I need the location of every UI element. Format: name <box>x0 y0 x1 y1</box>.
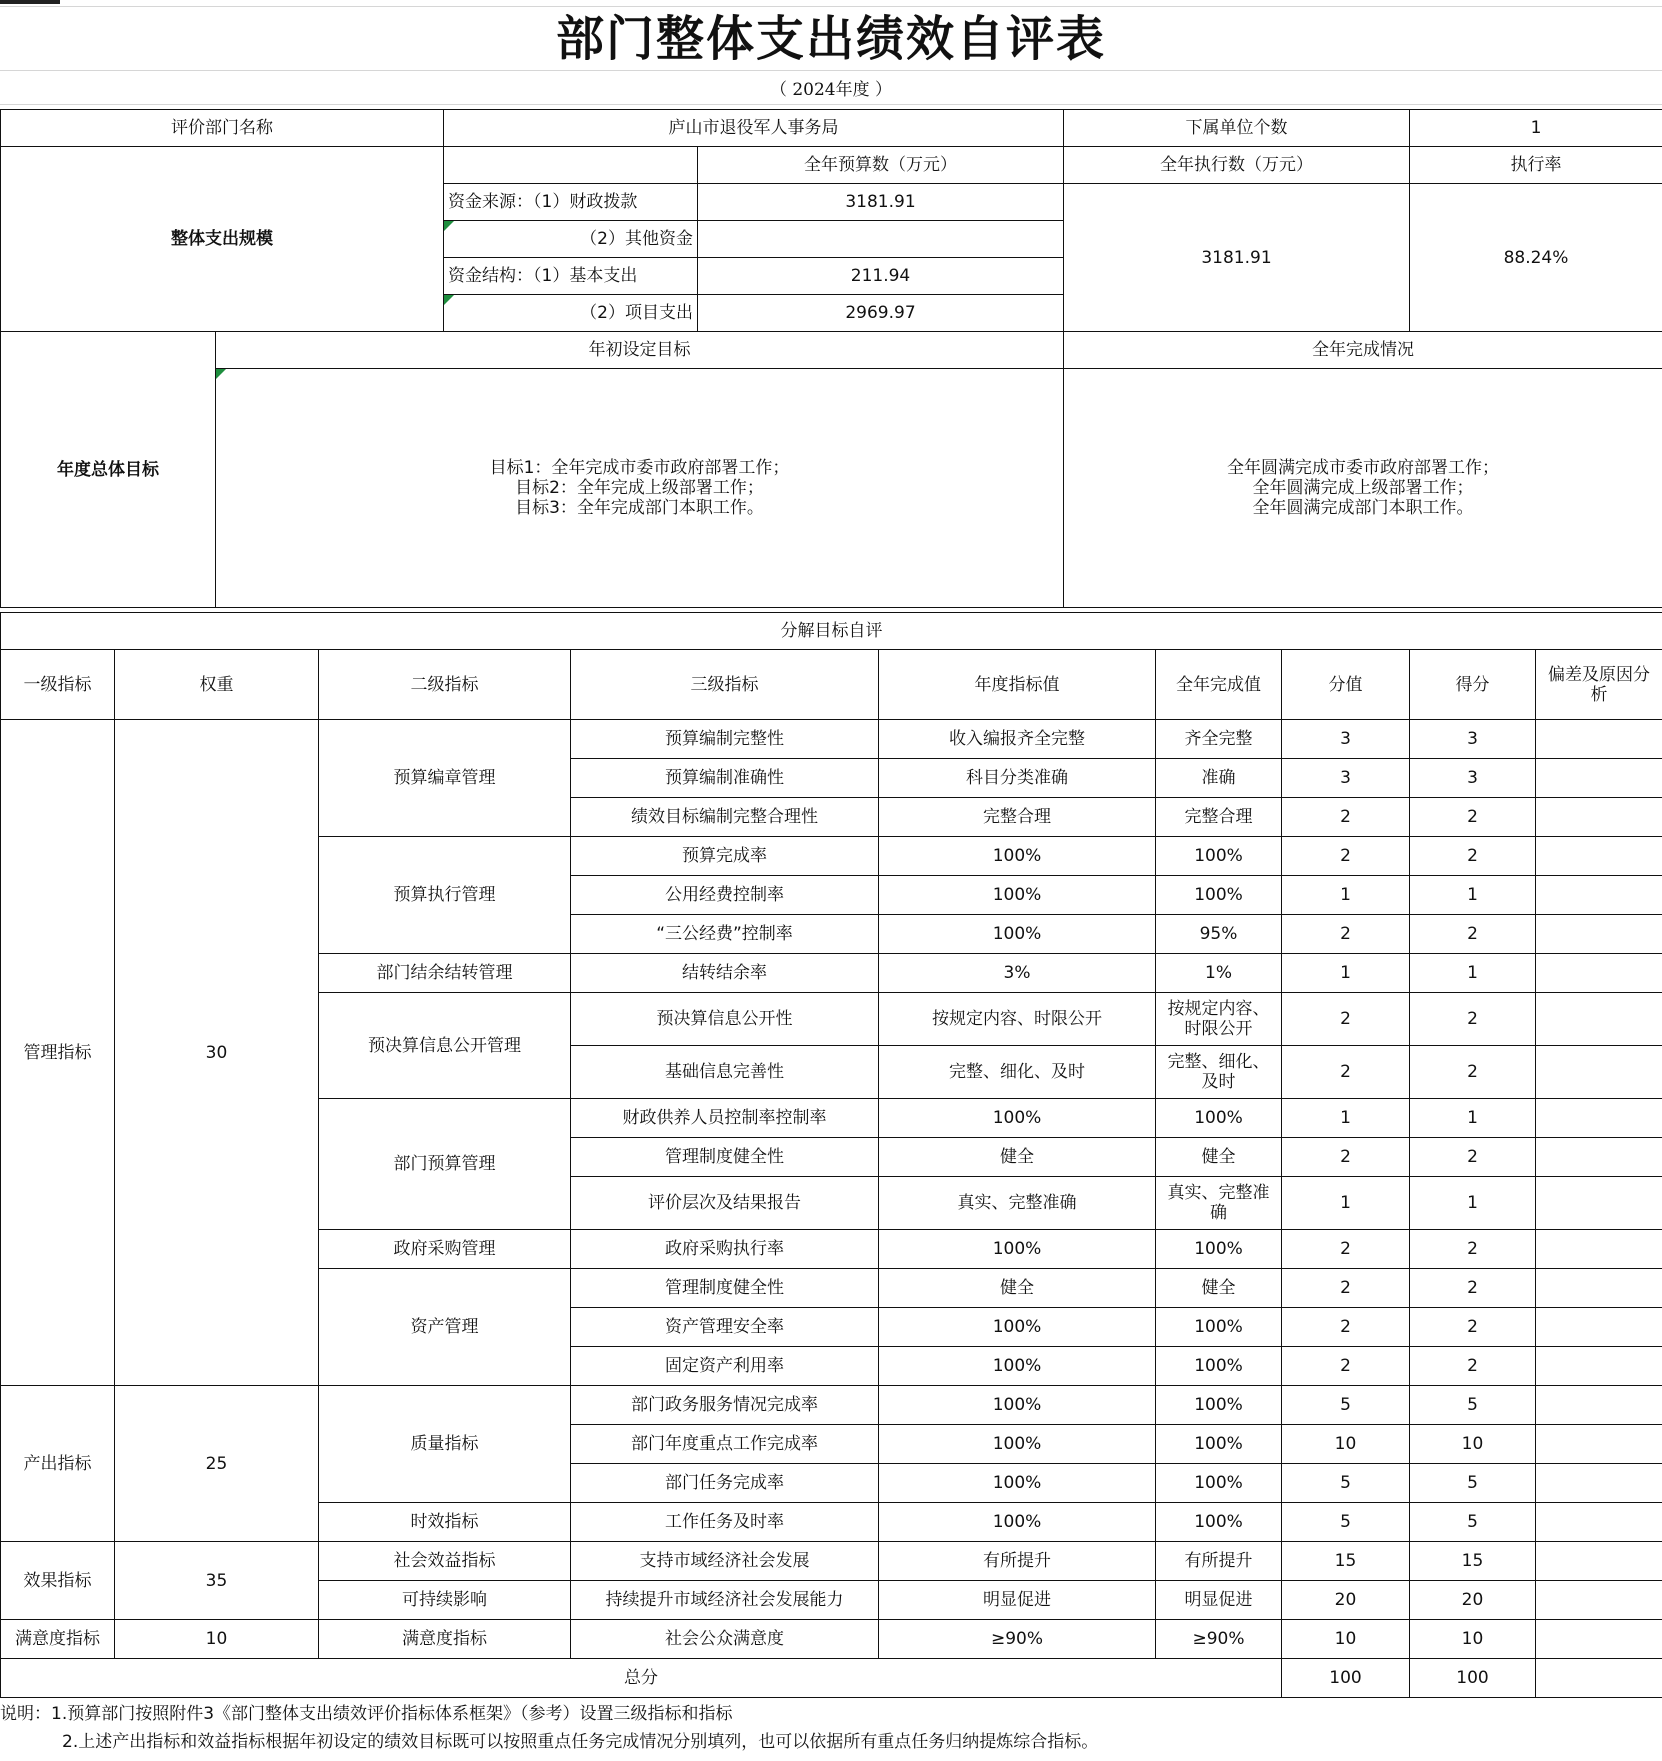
indicator-l3: 持续提升市域经济社会发展能力 <box>571 1581 879 1620</box>
indicator-actual[interactable]: 100% <box>1156 1230 1282 1269</box>
indicator-score[interactable]: 2 <box>1410 993 1536 1046</box>
header-points: 分值 <box>1282 650 1410 720</box>
group-name: 满意度指标 <box>1 1620 115 1659</box>
indicator-deviation[interactable] <box>1536 876 1662 915</box>
indicator-points[interactable]: 2 <box>1282 1138 1410 1177</box>
indicator-l3: 管理制度健全性 <box>571 1269 879 1308</box>
indicator-target[interactable]: 完整、细化、及时 <box>879 1046 1156 1099</box>
indicator-score[interactable]: 5 <box>1410 1503 1536 1542</box>
indicator-deviation[interactable] <box>1536 759 1662 798</box>
indicator-l3: 公用经费控制率 <box>571 876 879 915</box>
indicator-score[interactable]: 1 <box>1410 1099 1536 1138</box>
indicator-target[interactable]: 明显促进 <box>879 1581 1156 1620</box>
total-score[interactable]: 100 <box>1410 1659 1536 1698</box>
group-name: 管理指标 <box>1 720 115 1386</box>
indicator-l3: 管理制度健全性 <box>571 1138 879 1177</box>
indicator-score[interactable]: 5 <box>1410 1386 1536 1425</box>
indicator-score[interactable]: 2 <box>1410 837 1536 876</box>
sheet-gridline <box>0 70 1662 71</box>
struct-value[interactable]: 211.94 <box>698 258 1064 295</box>
dept-label: 评价部门名称 <box>1 110 444 147</box>
indicator-score[interactable]: 2 <box>1410 1308 1536 1347</box>
indicator-points[interactable]: 2 <box>1282 837 1410 876</box>
indicator-actual[interactable]: 100% <box>1156 1503 1282 1542</box>
indicator-target[interactable]: 100% <box>879 837 1156 876</box>
subgroup-name: 可持续影响 <box>319 1581 571 1620</box>
indicator-deviation[interactable] <box>1536 1046 1662 1099</box>
indicator-score[interactable]: 15 <box>1410 1542 1536 1581</box>
rate-value[interactable]: 88.24% <box>1410 184 1662 332</box>
indicator-score[interactable]: 2 <box>1410 1046 1536 1099</box>
set-goal-label: 年初设定目标 <box>216 332 1064 369</box>
indicator-score[interactable]: 2 <box>1410 1138 1536 1177</box>
indicator-points[interactable]: 1 <box>1282 954 1410 993</box>
cell-comment-marker <box>444 295 454 305</box>
indicator-l3: 预算编制完整性 <box>571 720 879 759</box>
page-title: 部门整体支出绩效自评表 <box>555 11 1106 67</box>
blank-cell <box>444 147 698 184</box>
indicator-points[interactable]: 15 <box>1282 1542 1410 1581</box>
indicator-target[interactable]: 收入编报齐全完整 <box>879 720 1156 759</box>
sheet-gridline <box>0 104 1662 105</box>
indicator-target[interactable]: 完整合理 <box>879 798 1156 837</box>
group-name: 效果指标 <box>1 1542 115 1620</box>
subgroup-name: 资产管理 <box>319 1269 571 1386</box>
indicator-points[interactable]: 2 <box>1282 1269 1410 1308</box>
src-value[interactable]: 3181.91 <box>698 184 1064 221</box>
indicator-actual[interactable]: 准确 <box>1156 759 1282 798</box>
indicator-l3: 绩效目标编制完整合理性 <box>571 798 879 837</box>
indicator-target[interactable]: 100% <box>879 1503 1156 1542</box>
indicator-points[interactable]: 2 <box>1282 915 1410 954</box>
header-score: 得分 <box>1410 650 1536 720</box>
note-line-2: 2.上述产出指标和效益指标根据年初设定的绩效目标既可以按照重点任务完成情况分别填列，也可以依据所有重点任务归纳提炼综合指标。 <box>62 1732 1099 1752</box>
indicator-target[interactable]: 100% <box>879 1347 1156 1386</box>
indicator-points[interactable]: 2 <box>1282 993 1410 1046</box>
indicator-target[interactable]: ≥90% <box>879 1620 1156 1659</box>
indicator-deviation[interactable] <box>1536 1620 1662 1659</box>
total-label: 总分 <box>1 1659 1282 1698</box>
indicator-actual[interactable]: 完整、细化、及时 <box>1156 1046 1282 1099</box>
indicator-actual[interactable]: 95% <box>1156 915 1282 954</box>
indicator-actual[interactable]: 齐全完整 <box>1156 720 1282 759</box>
group-weight: 10 <box>115 1620 319 1659</box>
indicator-score[interactable]: 2 <box>1410 915 1536 954</box>
subgroup-name: 预算编章管理 <box>319 720 571 837</box>
indicator-score[interactable]: 1 <box>1410 954 1536 993</box>
indicator-target[interactable]: 按规定内容、时限公开 <box>879 993 1156 1046</box>
indicator-deviation[interactable] <box>1536 1464 1662 1503</box>
other-label: （2）其他资金 <box>444 221 698 258</box>
indicator-points[interactable]: 2 <box>1282 1230 1410 1269</box>
indicator-score[interactable]: 20 <box>1410 1581 1536 1620</box>
header-l2: 二级指标 <box>319 650 571 720</box>
indicator-l3: 支持市域经济社会发展 <box>571 1542 879 1581</box>
subgroup-name: 社会效益指标 <box>319 1542 571 1581</box>
indicator-target[interactable]: 100% <box>879 1308 1156 1347</box>
src-label: 资金来源：（1）财政拨款 <box>444 184 698 221</box>
indicator-l3: 资产管理安全率 <box>571 1308 879 1347</box>
indicator-points[interactable]: 2 <box>1282 1308 1410 1347</box>
header-deviation: 偏差及原因分析 <box>1536 650 1662 720</box>
header-weight: 权重 <box>115 650 319 720</box>
indicator-deviation[interactable] <box>1536 1269 1662 1308</box>
indicator-target[interactable]: 100% <box>879 1230 1156 1269</box>
indicator-l3: 结转结余率 <box>571 954 879 993</box>
scale-label: 整体支出规模 <box>1 147 444 332</box>
note-line-1: 说明：1.预算部门按照附件3《部门整体支出绩效评价指标体系框架》（参考）设置三级指标和指标 <box>0 1704 733 1724</box>
indicator-l3: 工作任务及时率 <box>571 1503 879 1542</box>
total-deviation[interactable] <box>1536 1659 1662 1698</box>
dept-name[interactable]: 庐山市退役军人事务局 <box>444 110 1064 147</box>
indicator-score[interactable]: 5 <box>1410 1464 1536 1503</box>
budget-label: 全年预算数（万元） <box>698 147 1064 184</box>
indicator-target[interactable]: 健全 <box>879 1138 1156 1177</box>
cell-comment-marker <box>444 221 454 231</box>
group-weight: 35 <box>115 1542 319 1620</box>
indicator-deviation[interactable] <box>1536 993 1662 1046</box>
indicator-l3: 财政供养人员控制率控制率 <box>571 1099 879 1138</box>
indicator-target[interactable]: 100% <box>879 1386 1156 1425</box>
header-target: 年度指标值 <box>879 650 1156 720</box>
indicator-actual[interactable]: 100% <box>1156 1308 1282 1347</box>
indicator-deviation[interactable] <box>1536 720 1662 759</box>
indicator-points[interactable]: 20 <box>1282 1581 1410 1620</box>
subgroup-name: 部门结余结转管理 <box>319 954 571 993</box>
indicator-target[interactable]: 100% <box>879 876 1156 915</box>
set-goal-text[interactable]: 目标1：全年完成市委市政府部署工作； 目标2：全年完成上级部署工作； 目标3：全年完成部门本职工作。 <box>216 369 1064 608</box>
indicator-target[interactable]: 100% <box>879 915 1156 954</box>
indicator-target[interactable]: 100% <box>879 1099 1156 1138</box>
indicator-l3: 基础信息完善性 <box>571 1046 879 1099</box>
subgroup-name: 质量指标 <box>319 1386 571 1503</box>
indicator-points[interactable]: 3 <box>1282 720 1410 759</box>
indicator-actual[interactable]: 100% <box>1156 1099 1282 1138</box>
year-label: （ 2024年度 ） <box>769 80 893 100</box>
indicator-score[interactable]: 1 <box>1410 1177 1536 1230</box>
goals-label: 年度总体目标 <box>1 332 216 608</box>
indicator-l3: 预算编制准确性 <box>571 759 879 798</box>
indicator-l3: 部门年度重点工作完成率 <box>571 1425 879 1464</box>
indicator-actual[interactable]: 健全 <box>1156 1138 1282 1177</box>
indicator-deviation[interactable] <box>1536 1099 1662 1138</box>
done-goal-label: 全年完成情况 <box>1064 332 1662 369</box>
indicator-actual[interactable]: 健全 <box>1156 1269 1282 1308</box>
indicator-l3: 部门任务完成率 <box>571 1464 879 1503</box>
sheet-gridline <box>0 6 1662 7</box>
notes <box>0 1700 1662 1756</box>
indicator-deviation[interactable] <box>1536 798 1662 837</box>
indicator-deviation[interactable] <box>1536 1230 1662 1269</box>
indicator-score[interactable]: 1 <box>1410 876 1536 915</box>
indicator-actual[interactable]: 有所提升 <box>1156 1542 1282 1581</box>
indicator-score[interactable]: 2 <box>1410 1347 1536 1386</box>
indicator-score[interactable]: 10 <box>1410 1620 1536 1659</box>
indicator-points[interactable]: 5 <box>1282 1503 1410 1542</box>
indicator-target[interactable]: 科目分类准确 <box>879 759 1156 798</box>
indicator-points[interactable]: 3 <box>1282 759 1410 798</box>
corner-mark <box>0 0 60 4</box>
exec-value[interactable]: 3181.91 <box>1064 184 1410 332</box>
subgroup-name: 时效指标 <box>319 1503 571 1542</box>
indicator-deviation[interactable] <box>1536 954 1662 993</box>
indicator-points[interactable]: 2 <box>1282 1046 1410 1099</box>
indicator-actual[interactable]: 完整合理 <box>1156 798 1282 837</box>
indicator-deviation[interactable] <box>1536 1347 1662 1386</box>
header-actual: 全年完成值 <box>1156 650 1282 720</box>
rate-label: 执行率 <box>1410 147 1662 184</box>
total-points[interactable]: 100 <box>1282 1659 1410 1698</box>
subgroup-name: 预算执行管理 <box>319 837 571 954</box>
indicator-score[interactable]: 2 <box>1410 1269 1536 1308</box>
indicator-score[interactable]: 3 <box>1410 759 1536 798</box>
indicator-l3: 社会公众满意度 <box>571 1620 879 1659</box>
indicator-target[interactable]: 健全 <box>879 1269 1156 1308</box>
indicator-score[interactable]: 10 <box>1410 1425 1536 1464</box>
indicator-score[interactable]: 3 <box>1410 720 1536 759</box>
header-l1: 一级指标 <box>1 650 115 720</box>
indicator-points[interactable]: 10 <box>1282 1620 1410 1659</box>
indicator-l3: 固定资产利用率 <box>571 1347 879 1386</box>
subgroup-name: 政府采购管理 <box>319 1230 571 1269</box>
indicator-deviation[interactable] <box>1536 1425 1662 1464</box>
indicator-target[interactable]: 3% <box>879 954 1156 993</box>
indicator-l3: 预算完成率 <box>571 837 879 876</box>
indicator-deviation[interactable] <box>1536 1542 1662 1581</box>
indicator-l3: 政府采购执行率 <box>571 1230 879 1269</box>
indicator-target[interactable]: 真实、完整准确 <box>879 1177 1156 1230</box>
indicator-actual[interactable]: 100% <box>1156 1347 1282 1386</box>
indicator-deviation[interactable] <box>1536 837 1662 876</box>
indicator-actual[interactable]: 100% <box>1156 837 1282 876</box>
header-l3: 三级指标 <box>571 650 879 720</box>
indicator-l3: 部门政务服务情况完成率 <box>571 1386 879 1425</box>
indicator-actual[interactable]: 100% <box>1156 876 1282 915</box>
indicator-deviation[interactable] <box>1536 1308 1662 1347</box>
indicator-score[interactable]: 2 <box>1410 1230 1536 1269</box>
indicator-deviation[interactable] <box>1536 915 1662 954</box>
cell-comment-marker <box>216 369 226 379</box>
group-weight: 25 <box>115 1386 319 1542</box>
indicator-points[interactable]: 10 <box>1282 1425 1410 1464</box>
exec-label: 全年执行数（万元） <box>1064 147 1410 184</box>
indicator-points[interactable]: 1 <box>1282 876 1410 915</box>
indicator-points[interactable]: 2 <box>1282 798 1410 837</box>
indicator-actual[interactable]: ≥90% <box>1156 1620 1282 1659</box>
subgroup-name: 满意度指标 <box>319 1620 571 1659</box>
indicator-actual[interactable]: 明显促进 <box>1156 1581 1282 1620</box>
sub-units-label: 下属单位个数 <box>1064 110 1410 147</box>
indicator-points[interactable]: 5 <box>1282 1464 1410 1503</box>
subgroup-name: 部门预算管理 <box>319 1099 571 1230</box>
subgroup-name: 预决算信息公开管理 <box>319 993 571 1099</box>
indicator-points[interactable]: 2 <box>1282 1347 1410 1386</box>
indicator-actual[interactable]: 100% <box>1156 1425 1282 1464</box>
indicator-l3: “三公经费”控制率 <box>571 915 879 954</box>
other-value[interactable] <box>698 221 1064 258</box>
indicator-deviation[interactable] <box>1536 1386 1662 1425</box>
struct-label: 资金结构：（1）基本支出 <box>444 258 698 295</box>
indicator-deviation[interactable] <box>1536 1177 1662 1230</box>
indicator-l3: 评价层次及结果报告 <box>571 1177 879 1230</box>
indicator-actual[interactable]: 按规定内容、时限公开 <box>1156 993 1282 1046</box>
indicator-target[interactable]: 100% <box>879 1425 1156 1464</box>
indicator-deviation[interactable] <box>1536 1138 1662 1177</box>
group-weight: 30 <box>115 720 319 1386</box>
done-goal-text[interactable]: 全年圆满完成市委市政府部署工作； 全年圆满完成上级部署工作； 全年圆满完成部门本职工作。 <box>1064 369 1662 608</box>
summary-table <box>0 109 1662 608</box>
indicator-l3: 预决算信息公开性 <box>571 993 879 1046</box>
indicators-table <box>0 612 1662 1698</box>
indicator-actual[interactable]: 100% <box>1156 1386 1282 1425</box>
indicator-target[interactable]: 有所提升 <box>879 1542 1156 1581</box>
section-title: 分解目标自评 <box>1 613 1662 650</box>
sub-units-value[interactable]: 1 <box>1410 110 1662 147</box>
group-name: 产出指标 <box>1 1386 115 1542</box>
indicator-points[interactable]: 1 <box>1282 1177 1410 1230</box>
indicator-target[interactable]: 100% <box>879 1464 1156 1503</box>
proj-value[interactable]: 2969.97 <box>698 295 1064 332</box>
proj-label: （2）项目支出 <box>444 295 698 332</box>
indicator-deviation[interactable] <box>1536 1503 1662 1542</box>
indicator-actual[interactable]: 1% <box>1156 954 1282 993</box>
indicator-points[interactable]: 1 <box>1282 1099 1410 1138</box>
indicator-score[interactable]: 2 <box>1410 798 1536 837</box>
indicator-actual[interactable]: 真实、完整准确 <box>1156 1177 1282 1230</box>
indicator-actual[interactable]: 100% <box>1156 1464 1282 1503</box>
indicator-points[interactable]: 5 <box>1282 1386 1410 1425</box>
indicator-deviation[interactable] <box>1536 1581 1662 1620</box>
